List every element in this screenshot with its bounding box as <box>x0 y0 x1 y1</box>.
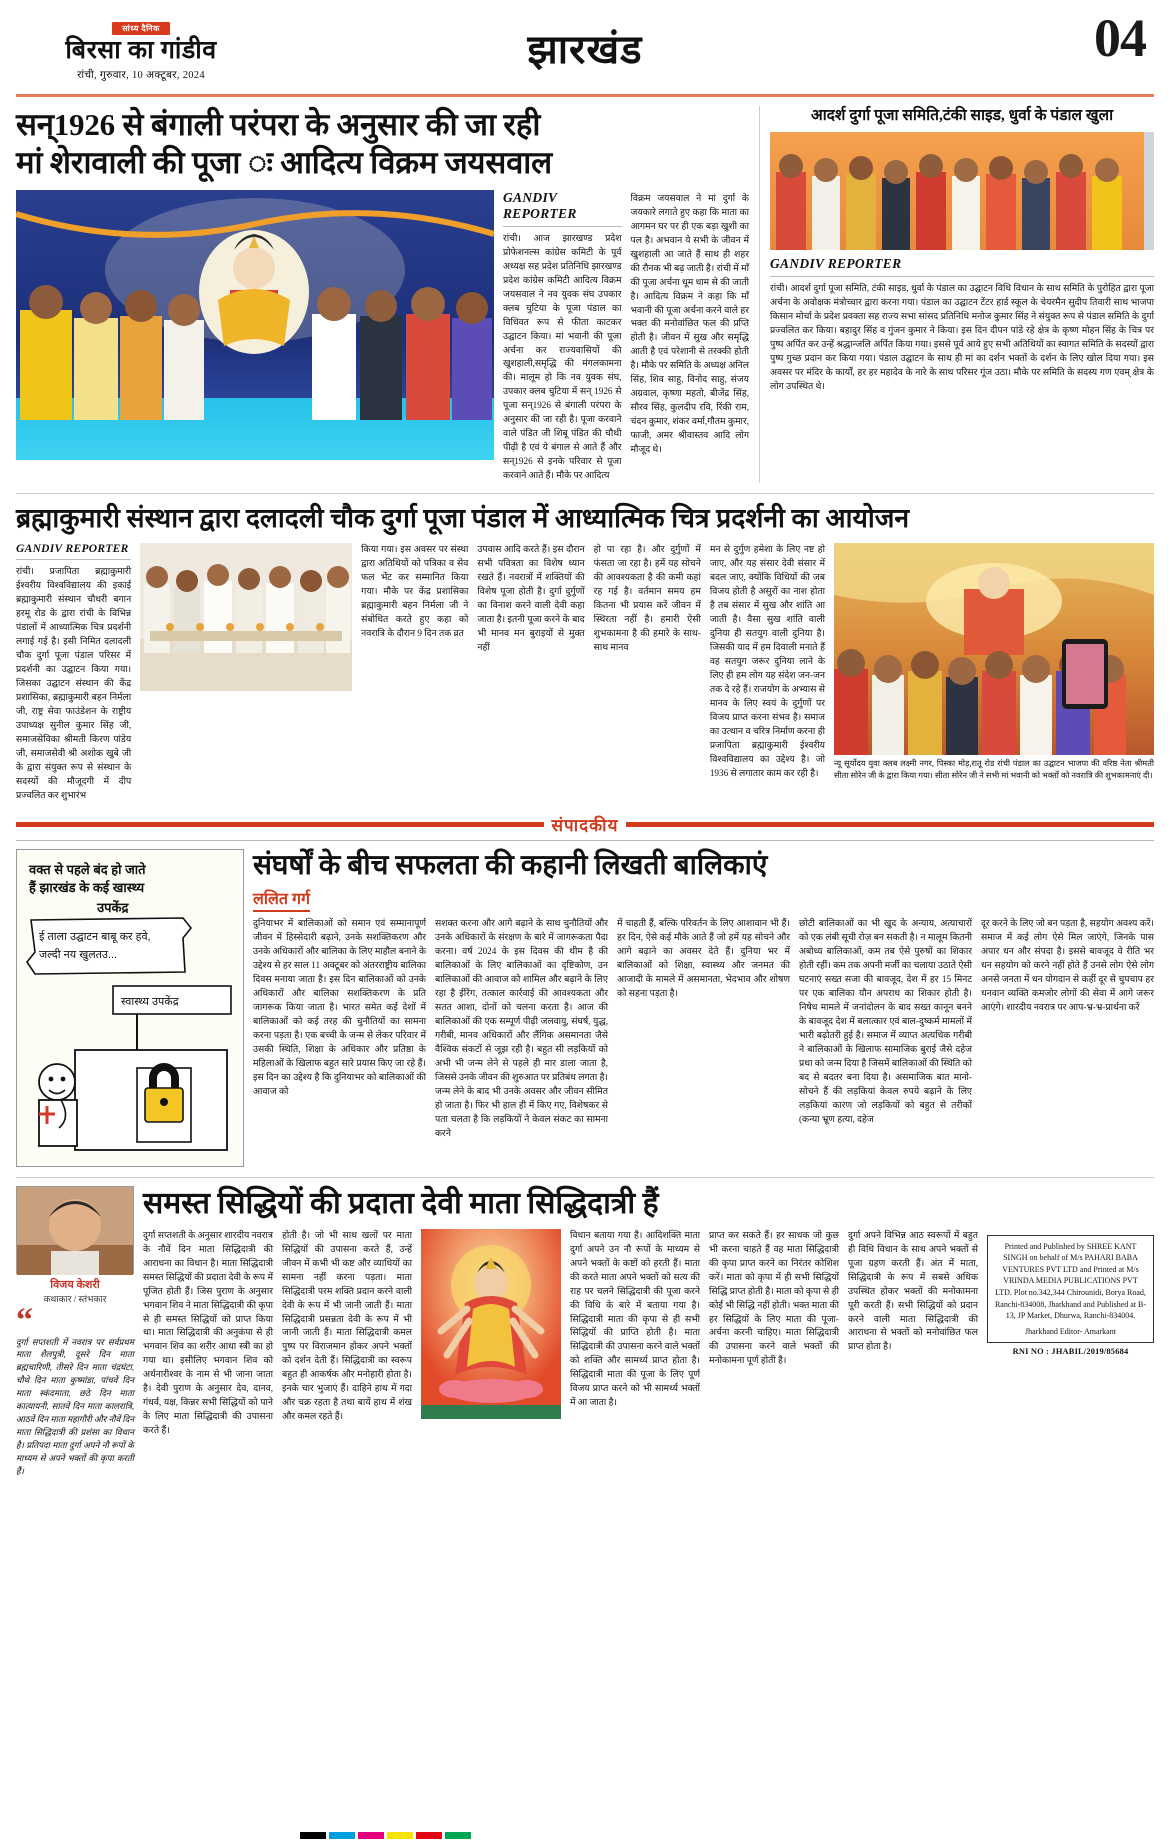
masthead <box>16 8 1154 92</box>
section-title: झारखंड <box>527 27 643 72</box>
imprint-text: Printed and Published by SHREE KANT SINGH on behalf of M/s PAHARI BABA VENTURES PVT LTD and Printed at M/s VRINDA MEDIA PUBLICATIONS PVT LTD. Plot no.342,344 Chirounidi, Borya Road, Ranchi-834008, Jharkhand and Published at B-13, JP Market, Dhurwa, Ranchi-834004. <box>994 1241 1147 1321</box>
editorial-bar-right <box>626 822 1154 827</box>
author-box <box>16 1186 134 1477</box>
editorial-text-wrap <box>253 849 1154 1167</box>
editorial-headline: संघर्षों के बीच सफलता की कहानी लिखती बालिकाएं <box>253 850 768 882</box>
headline-line-2: मां शेरावाली की पूजा ः आदित्य विक्रम जयसवाल <box>16 144 552 180</box>
imprint-block <box>987 1235 1154 1344</box>
side-story-photo <box>770 132 1154 250</box>
byline: GANDIV REPORTER <box>503 189 577 221</box>
second-story-photo-caption: न्यू सूर्योदय युवा क्लब लक्ष्मी नगर, पिस्का मोड़,रातू रोड रांची पंडाल का उद्घाटन भाजपा की वरिष्ठ नेता श्रीमती सीता सोरेन जी के द्वारा किया गया। सीता सोरेन जी ने सभी मां भवानी को भक्तों को नवरात्रि की शुभकामनाएं दी। <box>834 759 1154 780</box>
top-story-column-1 <box>503 190 622 484</box>
second-story-body-4: हो पा रहा है। और दुर्गुणों में फंसता जा रहा है। हमें यह सोचने की आवश्यकता है की कमी कहां रह गई है। वर्तमान समय हम कितना भी प्रयास करें जीवन में स्थिरता नहीं है। हमारी ऐसी शुभकामना है की हमारे के साथ-साथ मानव <box>593 544 701 653</box>
bottom-author-role: कथाकार / स्तंभकार <box>43 1294 107 1305</box>
byline-rule <box>503 226 622 227</box>
bottom-body-2: होती है। जो भी साथ खलों पर माता सिद्धियों की उपासना करते हैं, उन्हें जीवन में कभी भी कष्ट और व्याधियों का सामना नहीं करना पड़ता। माता सिद्धिदात्री परम शक्ति प्रदान करने वाली देवी के रूप में भी जानी जाती हैं। माता सिद्धिदात्री प्रसन्नता देवी के रूप में भी जानी जाती हैं। माता सिद्धिदात्री कमल पुष्प पर विराजमान होकर अपने भक्तों को दर्शन देती हैं। सिद्धिदात्री का स्वरूप बहुत ही आकर्षक और मनोहारी होता है। इनके चार भुजाएं हैं। दाहिने हाथ में गदा और चक्र रहता है तथा बायें हाथ में शंख और कमल रहते हैं। <box>282 1229 412 1422</box>
second-headline-line-2: पंडाल में आध्यात्मिक चित्र प्रदर्शनी का आयोजन <box>471 503 910 534</box>
imprint-editor: Jharkhand Editor- Amarkant <box>1025 1326 1116 1336</box>
side-byline-rule <box>770 276 1154 277</box>
editorial-body-5: दूर करने के लिए जो बन पड़ता है, सहयोग अवश्य करें। समाज में कई लोग ऐसे मिल जाएंगे, जिनके पास अपार धन और संपदा है। इससे बावजूद वे रीति भर धन सहयोग को करने नहीं होते हैं उनसे लोग ऐसे लोग अनसे जनता में धन योगदान से कहीं दूर से चुपचाप हर धनवान व्यक्ति कमजोर लोगों की सेवा में आगे जरूर आएंगे। शारदीय नवरात्र पर आप-भ्र-भ्र-प्रार्थना करें <box>981 917 1154 1012</box>
editorial-cartoon <box>16 849 244 1167</box>
bottom-story <box>16 1177 1154 1477</box>
top-story-body-2: विक्रम जयसवाल ने मां दुर्गा के जयकारे लगाते हुए कहा कि माता का आगमन घर पर ही एक बड़ा खुशी का पल है। अभवान ये सभी के जीवन में खुशहाली आ जाते हैं साथ ही शहर की रौनक भी बढ़ जाती है। रांची में माँ की पूजा अर्चना धूम धाम से की जाती है। आदित्य विक्रम ने कहा कि माँ भवानी की पूजा अर्चना करने वाले हर भक्त की मनोवांछित फल की प्रप्ति होती है। जीवन में सुख और समृद्धि आती है एवं परेशानी से तरक्की होती है। मौके पर समिति के अध्यक्ष अनिल सिंह, शिव साहु, विनोद साहु, संजय अग्रवाल, कृष्णा महतो, बीजेंद्र सिंह, सौरव सिंह, कुलदीप रवि, रिंकी राम, चंदन कुमार, शंकर वर्मा,गौतम कुमार, फाजी, अमर श्रीवास्तव आदि लोग मौजूद थे। <box>630 192 749 455</box>
editorial-banner <box>16 813 1154 836</box>
svg-text:ई ताला उद्घाटन बाबू कर हवे,: ई ताला उद्घाटन बाबू कर हवे, <box>39 931 151 944</box>
editorial-body-1: दुनियाभर में बालिकाओं को समान एवं सम्मानापूर्ण जीवन में हिस्सेदारी बढ़ाने, उनके सशक्तिकरण और उनके अधिकारों और बालिका के लिए माहौल बनाने के उद्देश्य से हर साल 11 अक्टूबर को अंतरराष्ट्रीय बालिका दिवस मनाया जाता है। इस दिन बालिकाओं को उनके अधिकारों और बालिका सशक्तिकरण के प्रति जागरूक किया जाता है। भारत समेत कई देशों में बालिकाओं को कई तरह की चुनौतियों का सामना करना पड़ता है। एक बच्ची के जन्म से लेकर परिवार में उसकी स्थिति, शिक्षा के अधिकार और प्रतिष्ठा के महिलाओं के खिलाफ बहुत सारे प्रयास किए जा रहे हैं। इस दिन का उद्देश्य है कि दुनियाभर को बालिकाओं की आवाज को <box>253 917 426 1096</box>
editorial-banner-label: संपादकीय <box>551 816 619 836</box>
second-byline-rule <box>16 559 131 560</box>
masthead-rule <box>16 94 1154 97</box>
brand-kicker: सांध्य दैनिक <box>112 22 170 35</box>
second-story-body-2: किया गया। इस अवसर पर संस्था द्वारा अतिथियों को पत्रिका व सेव फल भेंट कर सम्मानित किया गया। मौके पर केंद्र प्रशासिका ब्रह्माकुमारी बहन निर्मला जी ने संबोधित करते हुए कहा को नवरात्रि के दौरान 9 दिन तक व्रत <box>361 544 469 639</box>
svg-text:स्वास्थ्य उपकेंद्र: स्वास्थ्य उपकेंद्र <box>121 996 179 1009</box>
editorial-body-3: में चाहती हैं, बल्कि परिवर्तन के लिए आशावान भी हैं। हर दिन, ऐसे कई मौके आते हैं जो हमें यह सोचने और आगे बढ़ाने का अवसर देते हैं। दुनिया भर में बालिकाओं को शिक्षा, स्वास्थ्य और जनमत की आजादी के मामले में असमानता, भेदभाव और शोषण को सहना पड़ता है। <box>617 917 790 998</box>
svg-text:उपकेंद्र: उपकेंद्र <box>97 900 129 916</box>
rni-number: RNI NO : JHABIL/2019/85684 <box>1012 1347 1129 1357</box>
editorial-rule <box>16 840 1154 841</box>
side-story-body: रांची। आदर्श दुर्गा पूजा समिति, टंकी साइड, धुर्वा के पंडाल का उद्घाटन विधि विधान के साथ समिति के पुरोहित द्वारा पूजा अर्चना के अवोक्षक मंत्रोच्चार द्वारा करना गया। पंडाल का उद्घाटन टेंटर हार्ड स्कूल के चेयरमैन सुदीप तिवारी साथ भाजपा किसान मोर्चा के प्रदेश प्रवक्ता सह राज्य सभा सांसद प्रतिनिधि मनोज कुमार सिंह ने संयुक्त रूप से पंडाल समिति के दुर्गा प्रज्वलित कर किया। बहादुर सिंह व गुंजन कुमार ने किया। इस दिन दीपन पांडे रहे क्षेत्र के कृष्ण मोहन सिंह के चित्र पर पुष्प अर्पित कर उन्हें श्रद्धान्जलि अर्पित किया गया। इससे पूर्व आये हुए सभी अतिथियों का स्वागत समिति के सदस्यों द्वारा पुष्प गुच्छ प्रदान कर किया गया। पंडाल उद्घाटन के साथ ही मां का दर्शन भक्तों के दर्शन के लिए खोल दिया गया। इस अवसर पर मंदिर के कार्यों, हर हर महादेव के नारे के साथ परिसर गूंज उठा। मौके पर समिति के सदस्य गण एवम् क्षेत्र के लोग उपस्थित थे। <box>770 283 1154 392</box>
editorial-author: ललित गर्ग <box>253 887 310 912</box>
second-story <box>16 493 1154 803</box>
bottom-body-5: दुर्गा अपने विभिन्न आठ स्वरूपों में बहुत ही विधि विधान के साथ अपने भक्तों से पूजा ग्रहण करती हैं। अंत में माता, सिद्धिदात्री के रूप में सबसे अधिक उपस्थित होकर भक्तों की मनोकामना पूरी करती हैं। सभी सिद्धियों को प्रदान करने वाली माता सिद्धिदात्री की आराधना से भक्तों को मनोवांछित फल प्राप्त होता है। <box>848 1229 978 1352</box>
color-registration-marks <box>300 1832 471 1839</box>
author-photo <box>16 1186 134 1274</box>
bottom-body-3: विधान बताया गया है। आदिशक्ति माता दुर्गा अपने उन नौ रूपों के माध्यम से अपने भक्तों के कष्टों को हरती हैं। माता की करते माता अपने भक्तों को सत्य की राह पर चलने सिद्धिदात्री की पूजा करने की विधि के बारे में बताया गया है। सिद्धिदात्री माता की कृपा से ही सभी सिद्धियों की प्राप्ति होती है। माता सिद्धिदात्री की उपासना करने वाले भक्तों को शक्ति और सामर्थ्य प्राप्त होता है। सिद्धिदात्री माता की पूजा के लिए पूर्ण विजय प्राप्त करने को भी सामर्थ्य भक्तों में आ जाता है। <box>570 1229 700 1408</box>
second-story-headline <box>16 502 1154 535</box>
top-story-column-2 <box>631 190 750 484</box>
brand-dateline: रांची, गुरुवार, 10 अक्टूबर, 2024 <box>77 70 205 82</box>
svg-text:वक्त से पहले बंद हो जाते: वक्त से पहले बंद हो जाते <box>29 862 146 878</box>
bottom-author-name: विजय केशरी <box>50 1279 100 1292</box>
quote-mark-icon: “ <box>16 1302 33 1340</box>
top-story-headline <box>16 106 749 182</box>
second-byline: GANDIV REPORTER <box>16 543 129 556</box>
bottom-body-1: दुर्गा सप्तशती के अनुसार शारदीय नवरात्र के नौवें दिन माता सिद्धिदात्री की आराधना का विधान है। माता सिद्धिदात्री समस्त सिद्धियों की प्रदाता देवी के रूप में पूजित होती हैं। जिस पुराण के अनुसार भगवान शिव ने माता सिद्धिदात्री की कृपा से ही समस्त सिद्धियों को प्राप्त किया था। माता सिद्धिदात्री की अनुकंपा से ही भगवान शिव का शरीर आधा स्त्री का हो गया था। इसीलिए भगवान शिव को अर्धनारीश्वर के नाम से भी जाना जाता है। देवी पुराण के अनुसार देव, दानव, गंधर्व, यक्ष, किन्नर सभी सिद्धियों को पाने के लिए माता सिद्धिदात्री की उपासना करते हैं। <box>143 1229 273 1436</box>
top-story-photo <box>16 190 494 460</box>
svg-text:हैं झारखंड के कई खास्थ्य: हैं झारखंड के कई खास्थ्य <box>29 880 145 896</box>
second-story-photo <box>140 543 352 691</box>
headline-line-1: सन्1926 से बंगाली परंपरा के अनुसार की जा रही <box>16 107 541 142</box>
side-story-headline: आदर्श दुर्गा पूजा समिति,टंकी साइड, धुर्वा के पंडाल खुला <box>810 107 1114 124</box>
editorial-body-2: सशक्त करना और आगे बढ़ाने के साथ चुनौतियों और उनके अधिकारों के संरक्षण के बारे में जागरूकता पैदा करना। वर्ष 2024 के इस दिवस की थीम है की बालिकाओं के लिए बालिकाओं का दृष्टिकोण, उन बालिकाओं की आवाज को शामिल और बढ़ाने के लिए रहा है ईरिंग, तत्काल कार्रवाई की आवश्यकता और सतत आशा, दोनों को चलना करता है। आज की बालिकाओं की एक सम्पूर्ण पीढ़ी जलवायु, संघर्ष, युद्ध, गरीबी, मानव अधिकारों और लैंगिक असमानता जैसे वैश्विक संकटों से जूझ रही है। बहुत सी लड़कियों को अभी भी जन्म लेने से पहले ही मार डाला जाता है, जिससे उनके जीवन की शुरुआत पर प्रतिबंध लगता है। जन्म लेने के बाद भी उनके अवसर और जीवन सीमित हो जाता है। फिर भी हाल ही में किए गए, विशेषकर से पता चलता है कि लड़कियों ने केवल संकट का सामना करने <box>435 917 608 1138</box>
imprint-wrap <box>987 1229 1154 1439</box>
second-story-photo-2 <box>834 543 1154 755</box>
brand-name: बिरसा का गांडीव <box>65 37 217 64</box>
top-story-body-1: रांची। आज झारखण्ड प्रदेश प्रोफेशनल्स कांग्रेस कमिटी के पूर्व अध्यक्ष सह प्रदेश प्रतिनिधि झारखण्ड प्रदेश कांग्रेस कमिटी आदित्य विक्रम जयसवाल ने नव युवक संघ उपकार क्लब चुटिया के पूजा पंडाल का विधिवत रूप से फीता काटकर उद्घाटन किया। मां भवानी की पूजा अर्चना कर राज्यवासियों की खुशहाली,समृद्धि की मंगलकामना की। मालूम हो कि नव युवक संघ, उपकार क्लब चुटिया में सन् 1926 से पूजा सन्1926 से बंगाली परंपरा के अनुसार की जा रही है। पूजा करवाने वाले पंडित जी शिबू पंडित की चौथी पीढ़ी है एवं ये बंगाल से आते हैं और सन्1926 से इनके परिवार से पूजा करवाने आते हैं। मौके पर आदित्य <box>503 232 622 481</box>
second-story-column-5 <box>710 543 825 803</box>
bottom-story-headline: समस्त सिद्धियों की प्रदाता देवी माता सिद्धिदात्री हैं <box>143 1187 659 1221</box>
second-story-photo-wrap <box>140 543 352 803</box>
second-story-photo-2-wrap <box>834 543 1154 803</box>
bottom-pull-quote: दुर्गा सप्तशती में नवरात्र पर सर्वप्रथम माता शैलपुत्री, दूसरे दिन माता ब्रह्मचारिणी, तीसरे दिन माता चंद्रघंटा, चौथे दिन माता कुष्मांडा, पांचवें दिन माता स्कंदमाता, छठे दिन माता कात्यायनी, सातवें दिन माता कालरात्रि, आठवें दिन माता महागौरी और नौवें दिन माता सिद्धिदात्री की प्रशंसा का विधान है। प्रतिपदा माता दुर्गा अपने नौ रूपों के माध्यम से अपने भक्तों की कृपा करती हैं। <box>16 1336 134 1476</box>
svg-text:जल्दी नय खुलतउ...: जल्दी नय खुलतउ... <box>39 949 118 962</box>
top-story-right <box>760 106 1154 483</box>
second-story-column-3 <box>477 543 584 803</box>
goddess-image <box>421 1229 561 1419</box>
side-byline: GANDIV REPORTER <box>770 256 902 272</box>
editorial-section <box>16 849 1154 1167</box>
second-story-body-5: मन से दुर्गुण हमेशा के लिए नष्ट हो जाए, और यह संसार देवी संसार में बदल जाए, क्योंकि विधियों की जब विजय होती है असुरों का नाश होता है तब संसार में सुख और शांति आ जाती है। वैसा सुख शांति वाली दुनिया ही सतयुग वाली दुनिया है। जिसकी याद में हम दिवाली मनाते हैं वह सतयुग जरूर दुनिया लाने के लिए ही हम लोग यह संदेश जन-जन तक दे रहे हैं। राजयोग के अभ्यास से मानव के लिए स्वयं के दुर्गुणों पर विजय प्राप्त करना संभव है। समाज का उत्थान व चरित्र निर्माण करना ही प्रजापिता ब्रह्माकुमारी ईश्वरीय विश्वविद्यालय का उद्देश्य है। जो 1936 से लगातार काम कर रही है। <box>709 544 825 779</box>
editorial-cartoon-wrap <box>16 849 244 1167</box>
page-number: 04 <box>1094 8 1146 68</box>
editorial-body-4: छोटी बालिकाओं का भी खुद के अन्याय, अत्याचारों को एक लंबी सूची रोज़ बन सकती है। न मालूम कितनी अबोध्य बालिकाओं, कम तब ऐसे पुरुषों का शिकार होती रहीं। कम तक अपनी मर्जी का चलाया उठाते ऐसी घटनाएं सख्त सजा की बावजूद, देश में हर 15 मिनट पर एक बालिका यौन अपराध का शिकार होती है। निषेध मामले में जनांदोलन के बाद सख्त कानून बनने के बावजूद देश में बलात्कार एवं बाल-दुष्कर्म मामलों में भारी बढ़ोतरी हुई है। समाज में व्याप्त अत्यधिक गरीबी ने बालिकाओं के खिलाफ सामाजिक बुराई जैसे दहेज प्रथा को जन्म दिया है जिसमें बालिकाओं की स्थिति को बद से बदतर बना दिया है। असमाजिक बात मानो-सोचने हैं की लड़कियां केवल रुपये बढ़ाने के लिए लड़कियां कारण जो लड़कियों को बहुत से तरीकों (कन्या भ्रूण हत्या, दहेज <box>799 917 972 1124</box>
second-story-column-4 <box>594 543 701 803</box>
second-story-body-3: उपवास आदि करते हैं। इस दौरान सभी पवित्रता का विशेष ध्यान रखते हैं। नवरात्रों में शक्तियों की विशेष पूजा होती है। दुर्गा दुर्गुणों का विनाश करने वाली देवी कहा जाता है। इतनी पूजा करने के बाद भी मानव मन बुराइयों से मुक्त नहीं <box>477 544 585 653</box>
second-story-column-1 <box>16 543 131 803</box>
editorial-bar-left <box>16 822 544 827</box>
second-headline-line-1: ब्रह्माकुमारी संस्थान द्वारा दलादली चौक दुर्गा पूजा <box>16 503 466 534</box>
bottom-story-main <box>143 1186 1154 1477</box>
top-story <box>16 106 1154 483</box>
second-story-column-2 <box>361 543 468 803</box>
goddess-image-wrap <box>421 1229 561 1439</box>
second-story-body-1: रांची। प्रजापिता ब्रह्माकुमारी ईश्वरीय विश्वविद्यालय की इकाई ब्रह्माकुमारी संस्थान चौधरी बगान हरमू रोड के द्वारा रांची के विभिन्न पंडालों में आध्यात्मिक चित्र प्रदर्शनी लगाई गई है। इसी निमित दलादली चौक दुर्गा पूजा पंडाल परिसर में प्रदर्शनी का उद्घाटन किया गया। जिसका उद्घाटन संस्थान की केंद्र प्रशासिका, ब्रह्माकुमारी बहन निर्मला जी, राष्ट्र सेवा फाउंडेशन के राष्ट्रीय उपाध्यक्ष सुनील कुमार सिंह जी, समाजसेविका श्रीमती किरण पांडेय जी, समाजसेवी श्री अशोक खुबे जी के द्वारा संयुक्त रूप से संस्थान के सदस्यों की मौजूदगी में दीप प्रज्वलित कर शुभारंभ <box>16 566 132 801</box>
bottom-body-4: प्राप्त कर सकते हैं। हर साधक जो कुछ भी करना चाहते हैं वह माता सिद्धिदात्री की कृपा प्राप्त करने का निरंतर कोशिश करें। माता को कृपा में ही सभी सिद्धियों सिद्धि प्राप्त होती है। माता को कृपा से ही कोई भी सिद्धि नहीं होती। भक्त माता की हर सिद्धियों के लिए माता की पूजा-अर्चना करनी चाहिए। माता सिद्धिदात्री की उपासना करने वाले भक्तों की मनोकामना पूर्ण होती है। <box>709 1229 839 1366</box>
top-story-left <box>16 106 760 483</box>
